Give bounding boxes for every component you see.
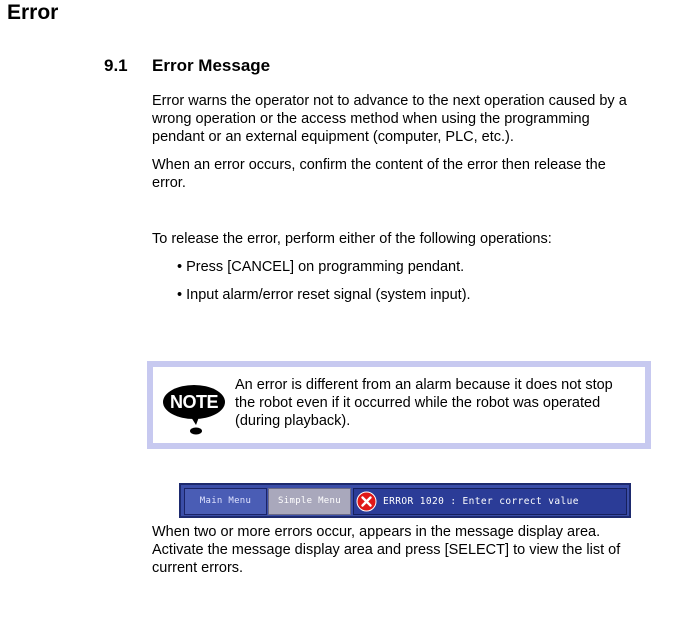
footer-paragraph [152,523,652,577]
note-line: the robot even if it occurred while the robot was operated [235,395,601,411]
note-line: An error is different from an alarm because it does not stop [235,377,613,393]
bullet-reset-signal: • Input alarm/error reset signal (system input). [177,287,471,303]
error-message-text: ERROR 1020 : Enter correct value [383,496,579,507]
intro-line: wrong operation or the access method when using the programming [152,111,590,127]
footer-line: When two or more errors occur, appears in the message display area. [152,524,601,540]
note-icon [163,375,229,435]
section-number: 9.1 [104,56,128,75]
pendant-message-bar [179,483,631,518]
occurs-line: When an error occurs, confirm the content of the error then release the [152,157,606,173]
section-title: Error Message [152,56,271,75]
message-display-area[interactable] [353,488,627,515]
simple-menu-button[interactable]: Simple Menu [268,488,351,515]
footer-line: current errors. [152,560,244,576]
note-line: (during playback). [235,413,351,429]
main-menu-button[interactable]: Main Menu [184,488,267,515]
release-intro: To release the error, perform either of the following operations: [152,231,552,247]
intro-line: pendant or an external equipment (computer, PLC, etc.). [152,129,514,145]
intro-line: Error warns the operator not to advance to the next operation caused by a [152,93,627,109]
note-text [235,376,645,430]
note-box [147,361,651,449]
footer-line: Activate the message display area and press [SELECT] to view the list of [152,542,621,558]
bullet-cancel: • Press [CANCEL] on programming pendant. [177,259,465,275]
occurs-paragraph [152,156,652,192]
intro-paragraph [152,92,652,146]
error-x-icon [356,491,377,512]
occurs-line: error. [152,175,186,191]
chapter-title: Error [7,1,59,24]
note-icon-label: NOTE [169,392,219,412]
